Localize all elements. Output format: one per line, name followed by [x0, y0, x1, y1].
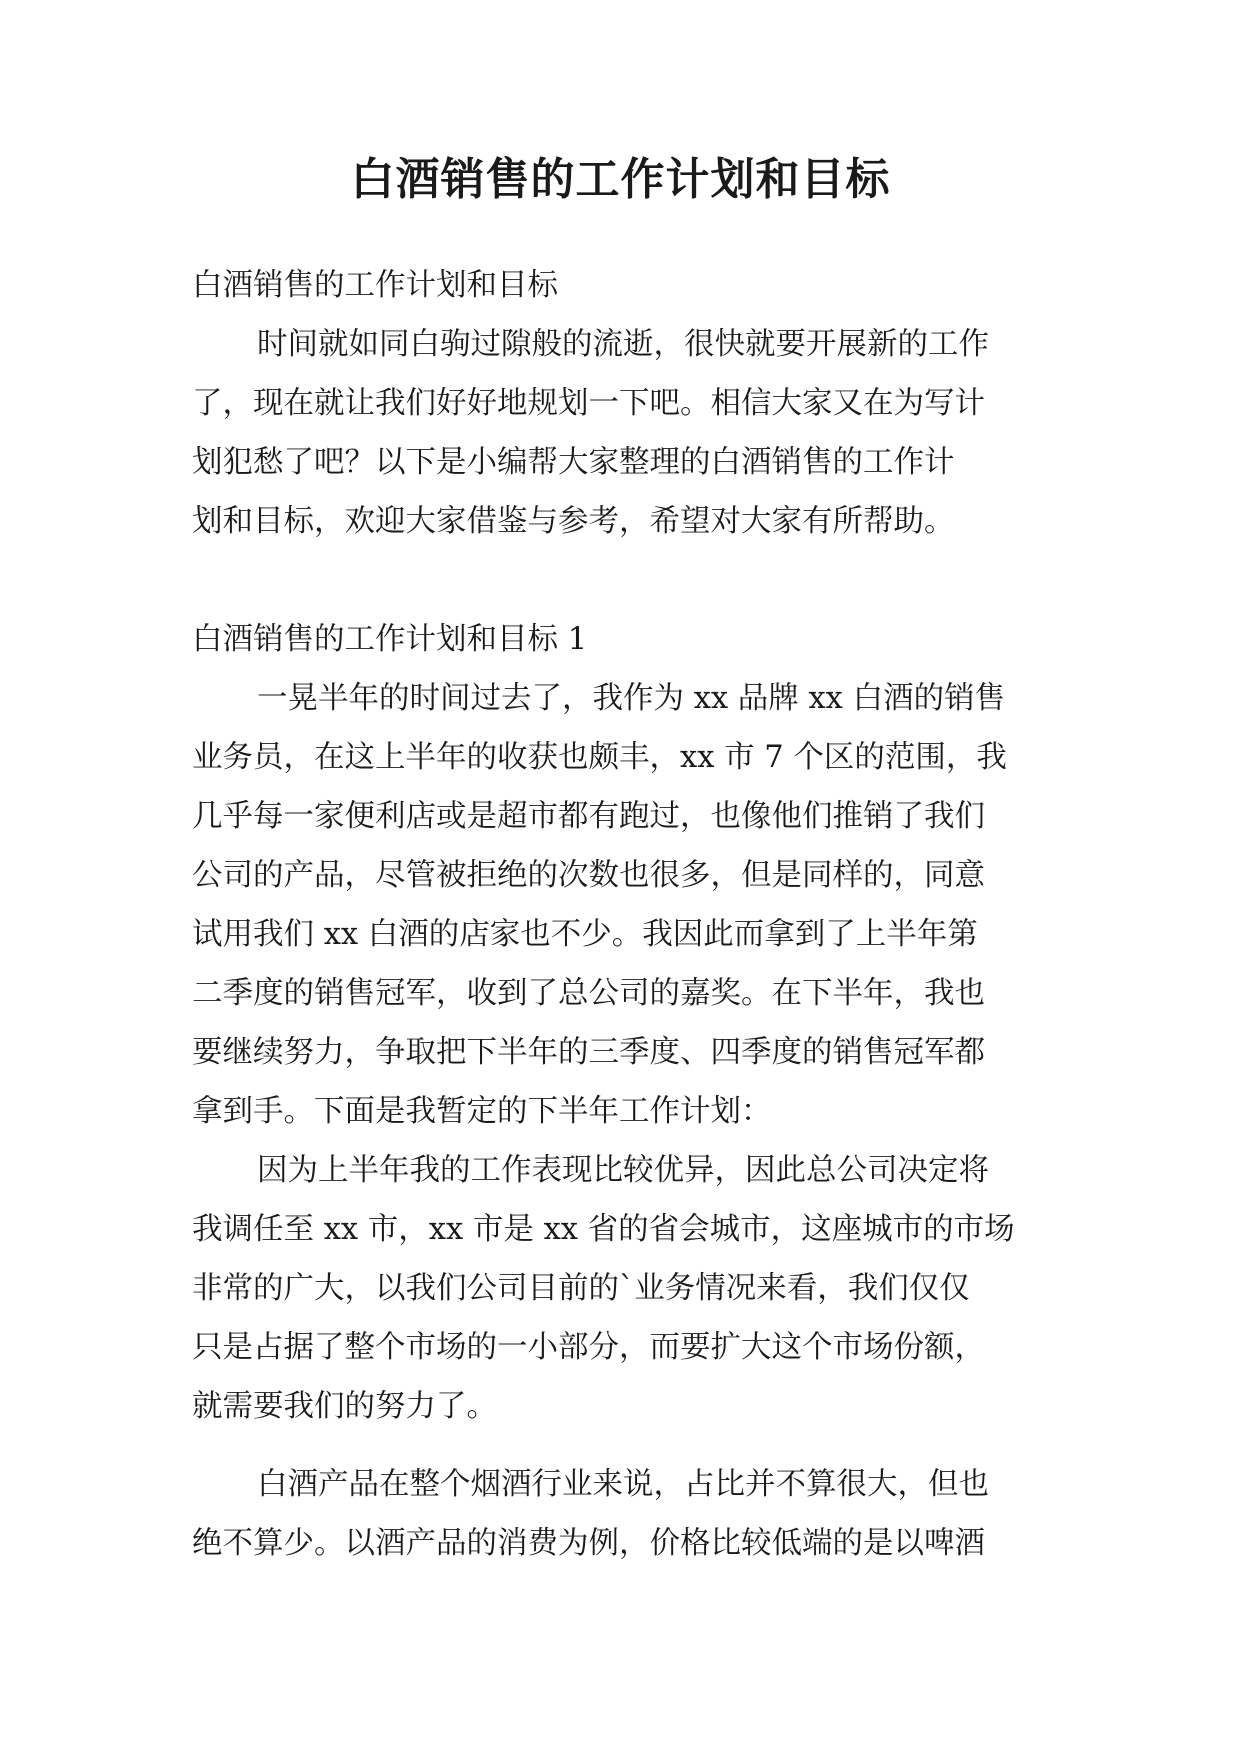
paragraph-line: 划和目标，欢迎大家借鉴与参考，希望对大家有所帮助。: [192, 504, 955, 539]
paragraph-line: 一晃半年的时间过去了，我作为 xx 品牌 xx 白酒的销售: [257, 681, 1006, 716]
paragraph-line: 要继续努力，争取把下半年的三季度、四季度的销售冠军都: [192, 1035, 985, 1070]
paragraph-line: 绝不算少。以酒产品的消费为例，价格比较低端的是以啤酒: [192, 1526, 985, 1561]
paragraph-line: 二季度的销售冠军，收到了总公司的嘉奖。在下半年，我也: [192, 976, 985, 1011]
paragraph-line: 划犯愁了吧？以下是小编帮大家整理的白酒销售的工作计: [192, 445, 955, 480]
paragraph-line: 了，现在就让我们好好地规划一下吧。相信大家又在为写计: [192, 386, 985, 421]
paragraph-line: 就需要我们的努力了。: [192, 1389, 497, 1424]
paragraph-line: 几乎每一家便利店或是超市都有跑过，也像他们推销了我们: [192, 799, 985, 834]
paragraph-line: 我调任至 xx 市，xx 市是 xx 省的省会城市，这座城市的市场: [192, 1212, 1015, 1247]
paragraph-line: 因为上半年我的工作表现比较优异，因此总公司决定将: [257, 1153, 989, 1188]
paragraph-line: 时间就如同白驹过隙般的流逝，很快就要开展新的工作: [257, 327, 989, 362]
paragraph-line: 白酒产品在整个烟酒行业来说，占比并不算很大，但也: [257, 1467, 989, 1502]
document-title: 白酒销售的工作计划和目标: [350, 154, 891, 205]
section-heading-1: 白酒销售的工作计划和目标 1: [192, 622, 588, 657]
section-heading-intro: 白酒销售的工作计划和目标: [192, 268, 558, 303]
paragraph-line: 业务员，在这上半年的收获也颇丰，xx 市 7 个区的范围，我: [192, 740, 1007, 775]
paragraph-line: 非常的广大，以我们公司目前的`业务情况来看，我们仅仅: [192, 1271, 970, 1306]
paragraph-line: 公司的产品，尽管被拒绝的次数也很多，但是同样的，同意: [192, 858, 985, 893]
paragraph-line: 只是占据了整个市场的一小部分，而要扩大这个市场份额，: [192, 1330, 985, 1365]
paragraph-line: 试用我们 xx 白酒的店家也不少。我因此而拿到了上半年第: [192, 917, 978, 952]
paragraph-line: 拿到手。下面是我暂定的下半年工作计划：: [192, 1094, 772, 1129]
